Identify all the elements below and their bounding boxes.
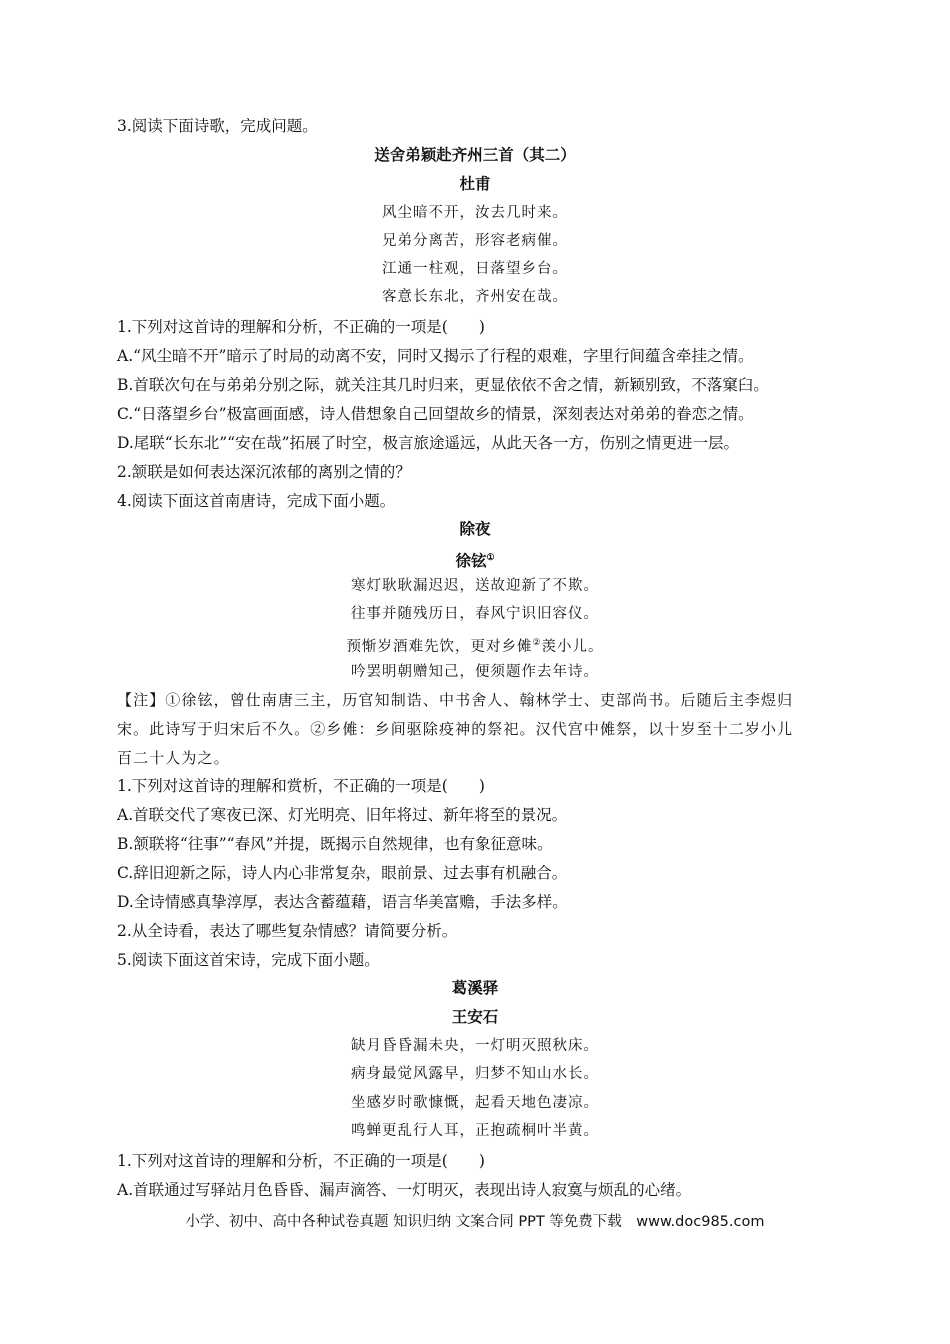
section5-question-1: 1.下列对这首诗的理解和分析，不正确的一项是( ): [117, 1152, 485, 1170]
section4-author: [0, 547, 950, 572]
section4-poem-title: 除夜: [459, 519, 491, 538]
section3-option-b: B.首联次句在与弟弟分别之际，就关注其几时归来，更显依依不舍之情，新颖别致，不落窠臼。: [117, 376, 769, 394]
section5-author: 王安石: [451, 1007, 499, 1026]
section5-verse-2: 病身最觉风露早，归梦不知山水长。: [351, 1066, 599, 1082]
section3-verse-2: 兄弟分离苦，形容老病催。: [382, 233, 568, 249]
section4-author-name: 徐铉: [455, 551, 487, 571]
annotation-line-1: 【注】①徐铉，曾仕南唐三主，历官知制诰、中书舍人、翰林学士、吏部尚书。后随后主李煜归: [117, 691, 794, 709]
section3-question-2: 2.颔联是如何表达深沉浓郁的离别之情的？: [117, 463, 411, 481]
section4-option-d: D.全诗情感真挚淳厚，表达含蓄蕴藉，语言华美富赡，手法多样。: [117, 893, 568, 911]
section4-annotation: [117, 686, 823, 773]
section5-poem-title: 葛溪驿: [451, 978, 499, 997]
section4-verse-3-part2: 羡小儿。: [541, 638, 604, 655]
section5-option-a: A.首联通过写驿站月色昏昏、漏声滴答、一灯明灭，表现出诗人寂寞与烦乱的心绪。: [117, 1181, 692, 1199]
section3-verse-3: 江通一柱观，日落望乡台。: [382, 261, 568, 277]
section5-verse-3: 坐感岁时歌慷慨，起看天地色凄凉。: [351, 1095, 599, 1111]
section3-poem-title: 送舍弟颖赴齐州三首（其二）: [374, 145, 576, 164]
annotation-line-3: 百二十人为之。: [117, 749, 230, 767]
section4-question-2: 2.从全诗看，表达了哪些复杂情感？请简要分析。: [117, 922, 458, 940]
section4-question-1: 1.下列对这首诗的理解和赏析，不正确的一项是( ): [117, 777, 485, 795]
page-footer: 小学、初中、高中各种试卷真题 知识归纳 文案合同 PPT 等免费下载 www.doc985.com: [185, 1214, 765, 1230]
section3-option-d: D.尾联“长东北”“安在哉”拓展了时空，极言旅途遥远，从此天各一方，伤别之情更进一层。: [117, 434, 740, 452]
section3-author: 杜甫: [459, 174, 491, 193]
section4-verse-3: [0, 632, 950, 658]
section3-verse-1: 风尘暗不开，汝去几时来。: [382, 205, 568, 221]
section5-verse-1: 缺月昏昏漏未央，一灯明灭照秋床。: [351, 1038, 599, 1054]
section4-option-c: C.辞旧迎新之际，诗人内心非常复杂，眼前景、过去事有机融合。: [117, 864, 568, 882]
section3-option-a: A.“风尘暗不开”暗示了时局的动离不安，同时又揭示了行程的艰难，字里行间蕴含牵挂之情。: [117, 347, 754, 365]
footnote-mark: ①: [486, 553, 495, 563]
section3-intro: 3.阅读下面诗歌，完成问题。: [117, 117, 318, 135]
section4-option-b: B.颔联将“往事”“春风”并提，既揭示自然规律，也有象征意味。: [117, 835, 553, 853]
footnote-mark: ②: [532, 638, 542, 648]
section3-question-1: 1.下列对这首诗的理解和分析，不正确的一项是( ): [117, 318, 485, 336]
section5-verse-4: 鸣蝉更乱行人耳，正抱疏桐叶半黄。: [351, 1123, 599, 1139]
section4-verse-2: 往事并随残历日，春风宁识旧容仪。: [351, 606, 599, 622]
section4-intro: 4.阅读下面这首南唐诗，完成下面小题。: [117, 492, 396, 510]
section4-verse-1: 寒灯耿耿漏迟迟，送故迎新了不欺。: [351, 578, 599, 594]
section4-verse-4: 吟罢明朝赠知己，便须题作去年诗。: [351, 664, 599, 680]
section4-option-a: A.首联交代了寒夜已深、灯光明亮、旧年将过、新年将至的景况。: [117, 806, 568, 824]
section4-verse-3-part1: 预惭岁酒难先饮，更对乡傩: [346, 638, 533, 655]
annotation-line-2: 宋。此诗写于归宋后不久。②乡傩：乡间驱除疫神的祭祀。汉代宫中傩祭，以十岁至十二岁小儿: [117, 720, 794, 738]
section3-verse-4: 客意长东北，齐州安在哉。: [382, 289, 568, 305]
section5-intro: 5.阅读下面这首宋诗，完成下面小题。: [117, 951, 380, 969]
section3-option-c: C.“日落望乡台”极富画面感，诗人借想象自己回望故乡的情景，深刻表达对弟弟的眷恋之情。: [117, 405, 754, 423]
